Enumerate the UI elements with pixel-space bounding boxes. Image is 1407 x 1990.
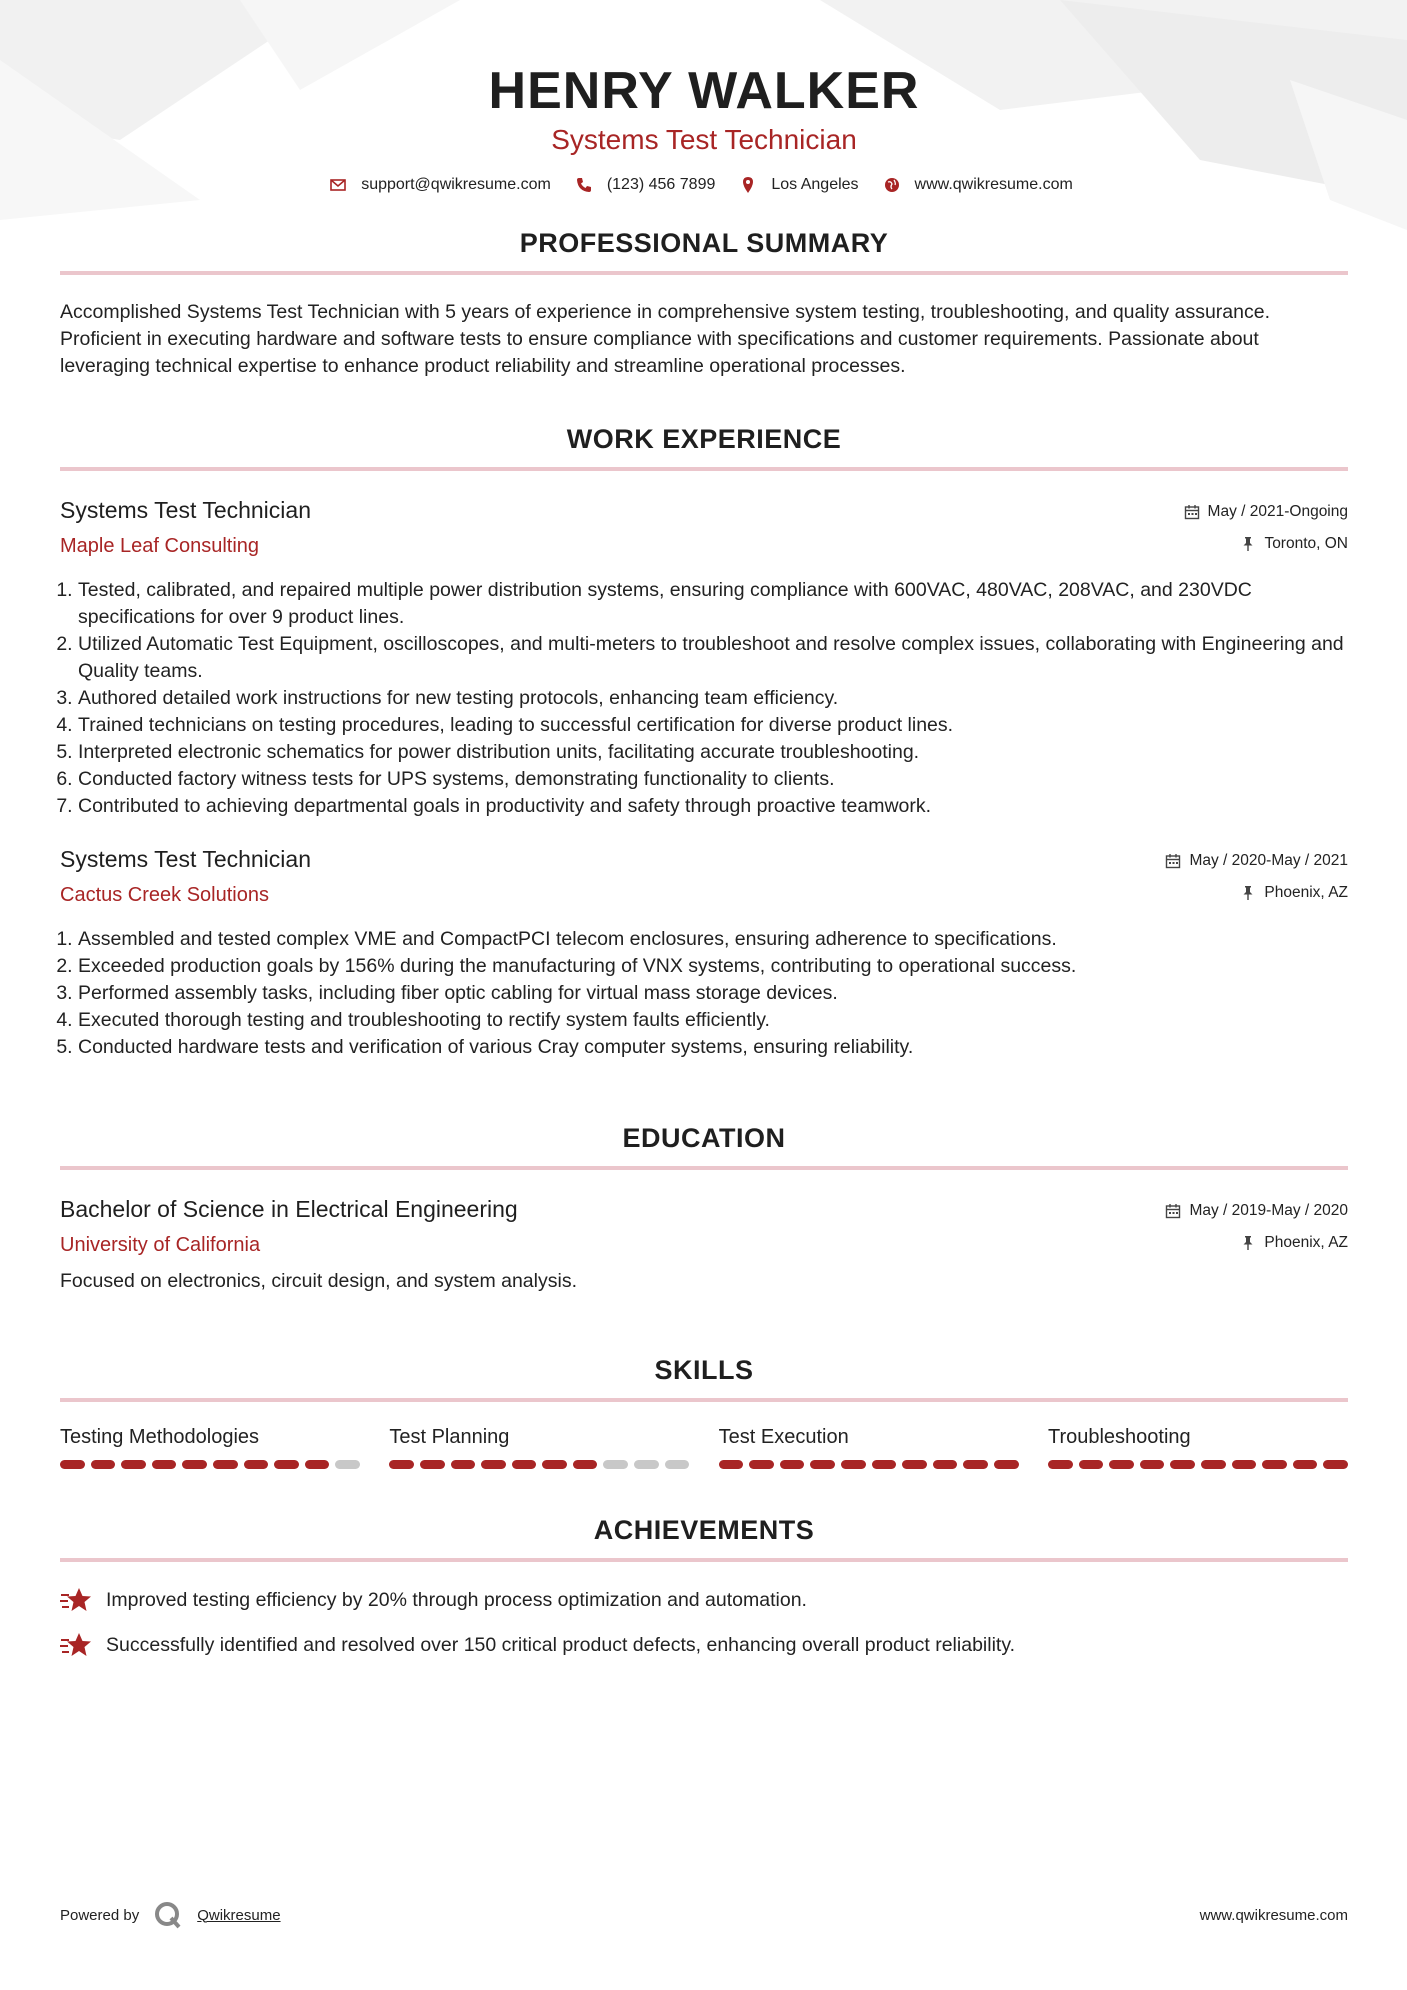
skill-level-segment <box>1109 1460 1134 1469</box>
skill-level-segment <box>1170 1460 1195 1469</box>
calendar-icon <box>1184 504 1200 520</box>
skill-level-bar <box>1048 1460 1348 1469</box>
education-description: Focused on electronics, circuit design, and system analysis. <box>60 1270 577 1292</box>
skill-level-segment <box>121 1460 146 1469</box>
list-item: 1. Assembled and tested complex VME and CompactPCI telecom enclosures, ensuring adherence to specifications. <box>78 926 1348 953</box>
skills-heading: SKILLS <box>60 1355 1348 1402</box>
skill-level-segment <box>481 1460 506 1469</box>
list-item: 7. Contributed to achieving departmental goals in productivity and safety through proactive teamwork. <box>78 793 1348 820</box>
job-location: Phoenix, AZ <box>1264 884 1348 901</box>
skill-level-segment <box>719 1460 744 1469</box>
list-item: 3. Performed assembly tasks, including fiber optic cabling for virtual mass storage devices. <box>78 980 1348 1007</box>
job-dates: May / 2020-May / 2021 <box>1189 852 1348 869</box>
skill-level-segment <box>512 1460 537 1469</box>
skill-level-segment <box>810 1460 835 1469</box>
skill-level-segment <box>451 1460 476 1469</box>
skill-level-segment <box>152 1460 177 1469</box>
skill-level-segment <box>780 1460 805 1469</box>
company-name: Maple Leaf Consulting <box>60 535 260 557</box>
skill-item <box>60 1424 360 1469</box>
skill-level-segment <box>994 1460 1019 1469</box>
skill-level-segment <box>91 1460 116 1469</box>
skill-level-segment <box>933 1460 958 1469</box>
pushpin-icon <box>1240 536 1256 552</box>
contact-website[interactable] <box>883 176 1073 194</box>
skill-item <box>1048 1424 1348 1469</box>
powered-by <box>60 1900 281 1930</box>
achievement-item <box>60 1586 1348 1614</box>
skill-level-segment <box>963 1460 988 1469</box>
job-meta <box>1184 495 1348 557</box>
calendar-icon <box>1165 1203 1181 1219</box>
skill-level-segment <box>305 1460 330 1469</box>
education-dates: May / 2019-May / 2020 <box>1189 1202 1348 1219</box>
skills-list <box>60 1424 1348 1469</box>
list-item: 4. Executed thorough testing and troubleshooting to rectify system faults efficiently. <box>78 1007 1348 1034</box>
skill-level-segment <box>841 1460 866 1469</box>
list-item: 4. Trained technicians on testing procedures, leading to successful certification for diverse product lines. <box>78 712 1348 739</box>
skill-name: Test Planning <box>389 1426 510 1448</box>
contact-phone[interactable] <box>575 176 716 194</box>
skill-name: Troubleshooting <box>1047 1426 1191 1448</box>
envelope-icon <box>329 176 347 194</box>
education-location: Phoenix, AZ <box>1264 1234 1348 1251</box>
job-bullets <box>60 577 1348 820</box>
skill-item <box>719 1424 1019 1469</box>
candidate-title: Systems Test Technician <box>551 124 857 155</box>
skill-level-bar <box>719 1460 1019 1469</box>
contact-email[interactable] <box>329 176 551 194</box>
achievements-list <box>60 1586 1348 1659</box>
resume-page <box>60 0 1348 1676</box>
skill-item <box>389 1424 689 1469</box>
education-section <box>60 1123 1348 1295</box>
skill-level-segment <box>542 1460 567 1469</box>
skill-level-segment <box>902 1460 927 1469</box>
map-pin-icon <box>739 176 757 194</box>
star-badge-icon <box>60 1631 92 1659</box>
skill-level-segment <box>182 1460 207 1469</box>
skill-level-segment <box>1323 1460 1348 1469</box>
job-title: Systems Test Technician <box>60 497 311 523</box>
skill-level-segment <box>335 1460 360 1469</box>
work-experience-section <box>60 424 1348 1061</box>
contact-email-text: support@qwikresume.com <box>361 176 551 193</box>
skill-level-segment <box>1140 1460 1165 1469</box>
achievements-heading: ACHIEVEMENTS <box>60 1515 1348 1562</box>
globe-icon <box>883 176 901 194</box>
footer-website[interactable]: www.qwikresume.com <box>1199 1906 1348 1924</box>
education-entry <box>60 1194 1348 1295</box>
list-item: 5. Conducted hardware tests and verification of various Cray computer systems, ensuring reliability. <box>78 1034 1348 1061</box>
skill-level-segment <box>1079 1460 1104 1469</box>
skill-name: Test Execution <box>718 1426 849 1448</box>
company-name: Cactus Creek Solutions <box>60 884 269 906</box>
work-experience-heading: WORK EXPERIENCE <box>60 424 1348 471</box>
skill-level-segment <box>1048 1460 1073 1469</box>
job-entry <box>60 495 1348 820</box>
contact-website-text: www.qwikresume.com <box>914 176 1073 193</box>
star-badge-icon <box>60 1586 92 1614</box>
skill-level-segment <box>389 1460 414 1469</box>
contact-phone-text: (123) 456 7899 <box>606 176 716 193</box>
skill-level-segment <box>665 1460 690 1469</box>
pushpin-icon <box>1240 885 1256 901</box>
skill-level-segment <box>872 1460 897 1469</box>
list-item: 1. Tested, calibrated, and repaired multiple power distribution systems, ensuring compliance with 600VAC, 480VAC, 208VAC, and 230VDC specifications for over 9 product lines. <box>78 577 1348 631</box>
list-item: 6. Conducted factory witness tests for UPS systems, demonstrating functionality to clients. <box>78 766 1348 793</box>
brand-link[interactable]: Qwikresume <box>197 1906 281 1924</box>
pushpin-icon <box>1240 1235 1256 1251</box>
contact-location-text: Los Angeles <box>771 176 859 193</box>
skill-level-segment <box>60 1460 85 1469</box>
skill-level-segment <box>749 1460 774 1469</box>
skills-section <box>60 1355 1348 1469</box>
skill-level-segment <box>274 1460 299 1469</box>
degree-title: Bachelor of Science in Electrical Engineering <box>60 1196 518 1222</box>
skill-level-segment <box>634 1460 659 1469</box>
contact-location <box>739 176 858 194</box>
school-name: University of California <box>60 1234 261 1256</box>
skill-level-segment <box>573 1460 598 1469</box>
calendar-icon <box>1165 853 1181 869</box>
achievement-item <box>60 1631 1348 1659</box>
list-item: 2. Utilized Automatic Test Equipment, oscilloscopes, and multi-meters to troubleshoot and resolve complex issues, collaborating with Engineering and Quality teams. <box>78 631 1348 685</box>
achievement-text: Improved testing efficiency by 20% through process optimization and automation. <box>106 1588 807 1611</box>
skill-level-segment <box>1262 1460 1287 1469</box>
skill-level-segment <box>603 1460 628 1469</box>
skill-level-segment <box>213 1460 238 1469</box>
job-meta <box>1165 844 1348 906</box>
list-item: 5. Interpreted electronic schematics for power distribution units, facilitating accurate troubleshooting. <box>78 739 1348 766</box>
skill-level-segment <box>1201 1460 1226 1469</box>
resume-header <box>60 0 1348 194</box>
job-dates: May / 2021-Ongoing <box>1207 503 1348 520</box>
achievement-text: Successfully identified and resolved over 150 critical product defects, enhancing overall product reliability. <box>106 1633 1016 1656</box>
list-item: 3. Authored detailed work instructions for new testing protocols, enhancing team efficiency. <box>78 685 1348 712</box>
contact-bar <box>60 176 1348 194</box>
skill-level-bar <box>389 1460 689 1469</box>
job-title: Systems Test Technician <box>60 846 311 872</box>
skill-level-segment <box>1293 1460 1318 1469</box>
qwikresume-logo-icon <box>153 1900 183 1930</box>
skill-level-bar <box>60 1460 360 1469</box>
skill-level-segment <box>1232 1460 1257 1469</box>
achievements-section <box>60 1515 1348 1659</box>
phone-icon <box>575 176 593 194</box>
summary-section <box>60 228 1348 380</box>
job-entry <box>60 844 1348 1061</box>
job-bullets <box>60 926 1348 1061</box>
summary-heading: PROFESSIONAL SUMMARY <box>60 228 1348 275</box>
education-meta <box>1165 1194 1348 1256</box>
list-item: 2. Exceeded production goals by 156% during the manufacturing of VNX systems, contributing to operational success. <box>78 953 1348 980</box>
education-heading: EDUCATION <box>60 1123 1348 1170</box>
job-location: Toronto, ON <box>1264 535 1348 552</box>
skill-name: Testing Methodologies <box>60 1426 260 1448</box>
skill-level-segment <box>420 1460 445 1469</box>
skill-level-segment <box>244 1460 269 1469</box>
powered-by-label: Powered by <box>60 1906 140 1924</box>
candidate-name: HENRY WALKER <box>488 62 920 120</box>
summary-text: Accomplished Systems Test Technician with 5 years of experience in comprehensive system testing, troubleshooting, and quality assurance. Proficient in executing hardware and software tests to ensure compliance with specifications and customer requirements. Passionate about leveraging technical expertise to enhance product reliability and streamline operational processes. <box>60 301 1270 377</box>
page-footer <box>60 1900 1348 1930</box>
